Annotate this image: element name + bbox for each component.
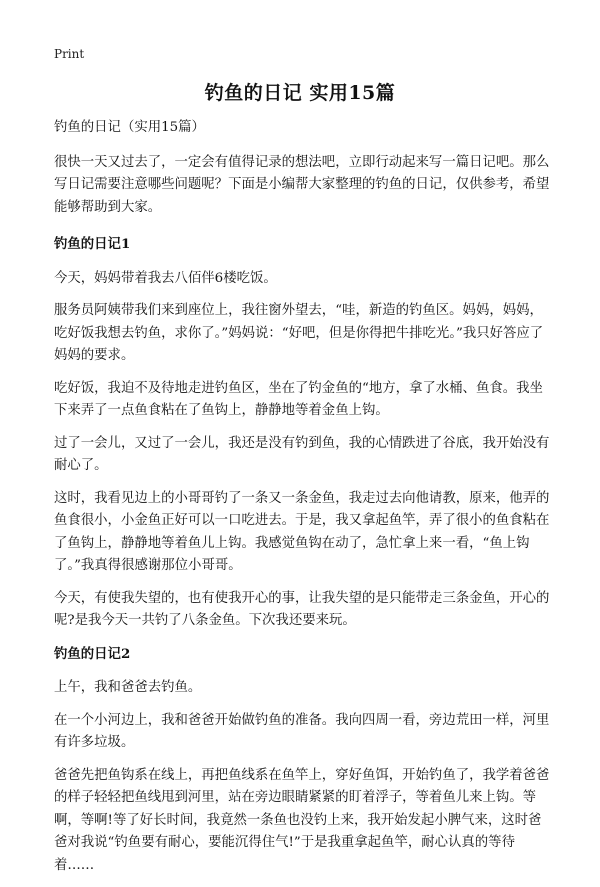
article-subtitle: 钓鱼的日记（实用15篇） [54,120,205,135]
section-heading-1: 钓鱼的日记1 [54,236,131,252]
paragraph: 服务员阿姨带我们来到座位上，我往窗外望去，“哇，新造的钓鱼区。妈妈，妈妈，吃好饭我想去钓鱼，求你了。”妈妈说：“好吧，但是你得把牛排吃光。”我只好答应了妈妈的要求。 [54,303,544,363]
intro-paragraph: 很快一天又过去了，一定会有值得记录的想法吧，立即行动起来写一篇日记吧。那么写日记需要注意哪些问题呢？下面是小编帮大家整理的钓鱼的日记，仅供参考，希望能够帮助到大家。 [54,154,550,215]
paragraph: 这时，我看见边上的小哥哥钓了一条又一条金鱼，我走过去向他请教，原来，他弄的鱼食很小，小金鱼正好可以一口吃进去。于是，我又拿起鱼竿，弄了很小的鱼食粘在了鱼钩上，静静地等着鱼儿上钩。我感觉鱼钩在动了，急忙拿上来一看，“鱼上钩了。”我真得很感谢那位小哥哥。 [54,490,550,573]
paragraph: 上午，我和爸爸去钓鱼。 [54,680,202,695]
article-body [54,117,550,887]
document-title: 钓鱼的日记 实用15篇 [204,82,396,104]
paragraph: 爸爸先把鱼钩系在线上，再把鱼线系在鱼竿上，穿好鱼饵，开始钓鱼了，我学着爸爸的样子轻轻把鱼线甩到河里，站在旁边眼睛紧紧的盯着浮子，等着鱼儿来上钩。等啊，等啊!等了好长时间，我竟然一条鱼也没钓上来，我开始发起小脾气来，这时爸爸对我说“钓鱼要有耐心，要能沉得住气!”于是我重拿起鱼竿，耐心认真的等待着…… [54,767,550,873]
paragraph: 吃好饭，我迫不及待地走进钓鱼区，坐在了钓金鱼的“地方，拿了水桶、鱼食。我坐下来弄了一点鱼食粘在了鱼钩上，静静地等着金鱼上钩。 [54,380,543,418]
print-link[interactable]: Print [54,47,85,61]
paragraph: 在一个小河边上，我和爸爸开始做钓鱼的准备。我向四周一看，旁边荒田一样，河里有许多垃圾。 [54,712,550,750]
paragraph: 过了一会儿，又过了一会儿，我还是没有钓到鱼，我的心情跌进了谷底，我开始没有耐心了。 [54,435,550,473]
paragraph: 今天，妈妈带着我去八佰伴6楼吃饭。 [54,270,277,286]
section-heading-2: 钓鱼的日记2 [54,645,131,662]
paragraph: 今天，有使我失望的，也有使我开心的事，让我失望的是只能带走三条金鱼，开心的呢?是我今天一共钓了八条金鱼。下次我还要来玩。 [54,590,550,628]
